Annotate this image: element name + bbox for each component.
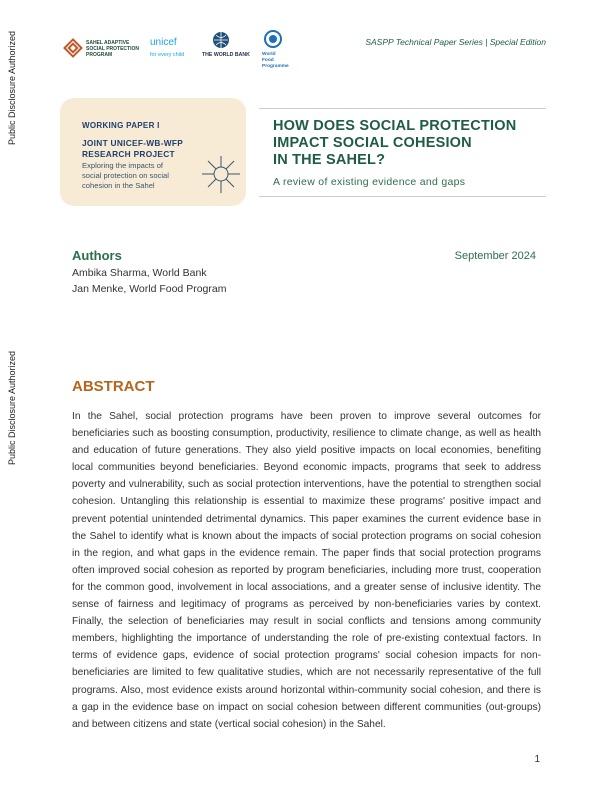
joint-line-2: RESEARCH PROJECT: [82, 149, 175, 159]
joined-hands-icon: [200, 154, 242, 194]
joint-project-label: [82, 138, 183, 160]
title-rule-bottom: [259, 196, 546, 197]
title-line-3: IN THE SAHEL?: [273, 152, 386, 168]
document-title: [273, 118, 516, 169]
wfp-logo-text: World Food Programme: [262, 52, 289, 69]
page-number: 1: [534, 754, 540, 765]
author-item: Jan Menke, World Food Program: [72, 283, 227, 295]
exploring-line-2: social protection on social: [82, 171, 169, 180]
abstract-heading: ABSTRACT: [72, 378, 155, 395]
exploring-line-1: Exploring the impacts of: [82, 161, 164, 170]
exploring-text: [82, 161, 169, 191]
unicef-tagline: for every child: [150, 52, 185, 58]
saspp-knot-icon: [63, 37, 83, 59]
author-item: Ambika Sharma, World Bank: [72, 267, 207, 279]
working-paper-box: [60, 98, 246, 206]
authors-heading: Authors: [72, 248, 122, 263]
exploring-line-3: cohesion in the Sahel: [82, 181, 155, 190]
publication-date: September 2024: [454, 250, 536, 262]
title-line-2: IMPACT SOCIAL COHESION: [273, 135, 472, 151]
world-bank-globe-icon: [212, 31, 230, 49]
series-label: SASPP Technical Paper Series | Special Edition: [365, 37, 546, 47]
abstract-text: In the Sahel, social protection programs have been proven to improve several outcomes for beneficiaries such as boosting consumption, productivity, resilience to climate change, as well as health and education of future generations. They also yield positive impacts on local economies, benefiting local communities beyond beneficiaries. Beyond economic impacts, programs that seek to address poverty and vulnerability, such as social protection interventions, have the potential to strengthen social cohesion. Untangling this relationship is essential to maximize these programs' positive impact and prevent potential unintended detrimental dynamics. This paper examines the current evidence base in the Sahel to identify what is known about the impacts of social protection programs on social cohesion in the region, and what gaps in the evidence remain. The paper finds that social protection programs often improved social cohesion as reported by program beneficiaries, including more trust, cooperation for the common good, involvement in local associations, and a greater sense of inclusive identity. The sense of fairness and legitimacy of programs as perceived by non-beneficiaries varies by context. Finally, the selection of beneficiaries may result in social conflicts and tensions among community members, highlighting the importance of understanding the role of pre-existing contextual factors. In terms of evidence gaps, evidence of social protection programs' social cohesion impacts for non-beneficiaries are limited to few qualitative studies, which are not necessarily representative of the full programs. Also, most evidence exists around horizontal within-community social cohesion, and there is a gap in the evidence base on impact on social cohesion between different communities (out-groups) and between citizens and state (vertical social cohesion) in the Sahel.: [72, 411, 541, 730]
working-paper-label: WORKING PAPER I: [82, 121, 160, 130]
wfp-emblem-icon: [263, 28, 283, 50]
disclosure-label-top: Public Disclosure Authorized: [7, 30, 17, 145]
unicef-logo: unicef: [150, 37, 177, 48]
world-bank-logo: THE WORLD BANK: [202, 52, 250, 58]
title-line-1: HOW DOES SOCIAL PROTECTION: [273, 118, 517, 134]
title-rule-top: [259, 108, 546, 109]
joint-line-1: JOINT UNICEF-WB-WFP: [82, 138, 184, 148]
document-subtitle: A review of existing evidence and gaps: [273, 176, 466, 188]
saspp-logo-text: SAHEL ADAPTIVE SOCIAL PROTECTION PROGRAM: [86, 40, 139, 58]
disclosure-label-bottom: Public Disclosure Authorized: [7, 350, 17, 465]
